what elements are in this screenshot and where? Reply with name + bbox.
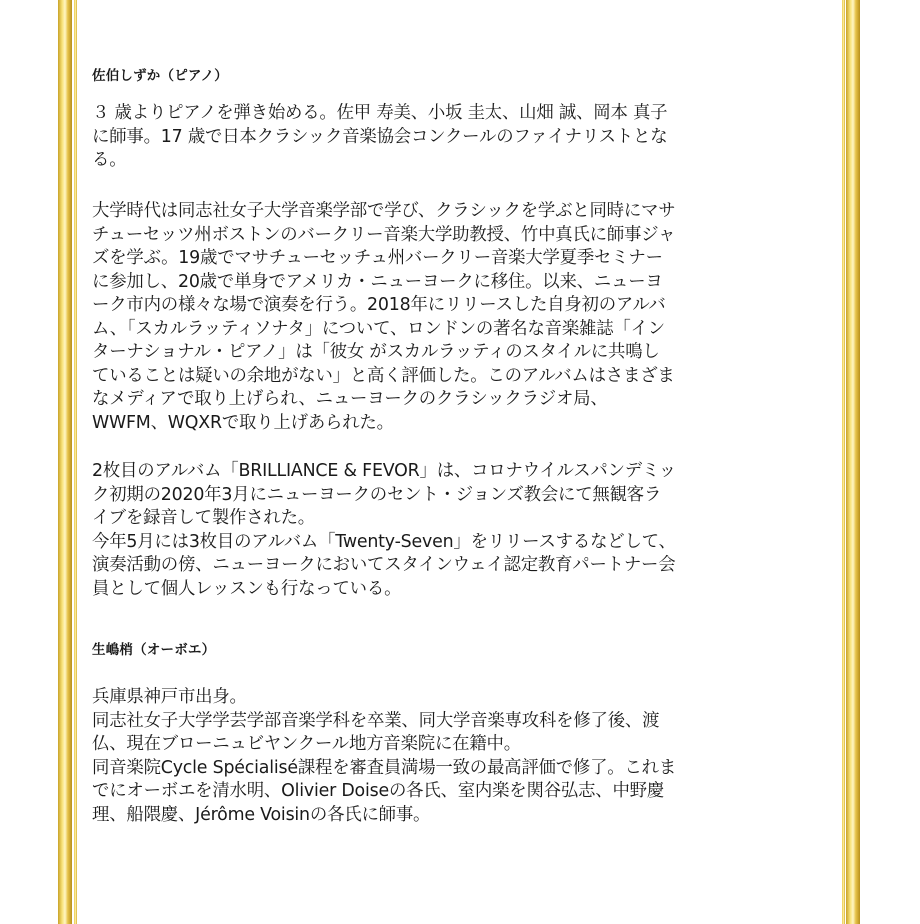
pianist-bio-paragraph-2: 大学時代は同志社女子大学音楽学部で学び、クラシックを学ぶと同時にマサ チューセッツ州ボストンのバークリー音楽大学助教授、竹中真氏に師事ジャ ズを学ぶ。19歳でマサチューセッチュ州バークリー音楽大学夏季セミナー に参加し、20歳で単身でアメリカ・ニューヨークに移住。以来、ニューヨ ーク市内の様々な場で演奏を行う。2018年にリリースした自身初のアルバ ム、「スカルラッティソナタ」について、ロンドンの著名な音楽雑誌「イン ターナショナル・ピアノ」は「彼女 がスカルラッティのスタイルに共鳴し ていることは疑いの余地がない」と高く評価した。このアルバムはさまざま なメディアで取り上げられ、ニューヨークのクラシックラジオ局、 WWFM、WQXRで取り上げあられた。 bbox=[92, 201, 676, 433]
pianist-bio-paragraph-1: ３ 歳よりピアノを弾き始める。佐甲 寿美、小坂 圭太、山畑 誠、岡本 真子 に師事。17 歳で日本クラシック音楽協会コンクールのファイナリストとな る。 bbox=[92, 103, 668, 170]
gold-frame-right bbox=[846, 0, 860, 924]
gold-frame-left bbox=[58, 0, 72, 924]
gold-frame-right-inner bbox=[842, 0, 845, 924]
section-heading-pianist: 佐伯しずか（ピアノ） bbox=[92, 68, 228, 84]
pianist-bio-paragraph-3: 2枚目のアルバム「BRILLIANCE & FEVOR」は、コロナウイルスパンデミッ ク初期の2020年3月にニューヨークのセント・ジョンズ教会にて無観客ラ イブを録音して製作された。 今年5月には3枚目のアルバム「Twenty-Seven」をリリースするなどして、 演奏活動の傍、ニューヨークにおいてスタインウェイ認定教育パートナー会 員として個人レッスンも行なっている。 bbox=[92, 461, 677, 599]
section-heading-oboist: 生嶋梢（オーボエ） bbox=[92, 642, 216, 658]
oboist-bio-paragraph: 兵庫県神戸市出身。 同志社女子大学学芸学部音楽学科を卒業、同大学音楽専攻科を修了後、渡 仏、現在ブローニュビヤンクール地方音楽院に在籍中。 同音楽院Cycle Spécialisé課程を審査員満場一致の最高評価で修了。これま でにオーボエを清水明、Olivier Doiseの各氏、室内楽を関谷弘志、中野慶 理、船隈慶、Jérôme Voisinの各氏に師事。 bbox=[92, 687, 677, 825]
gold-frame-left-inner bbox=[74, 0, 77, 924]
